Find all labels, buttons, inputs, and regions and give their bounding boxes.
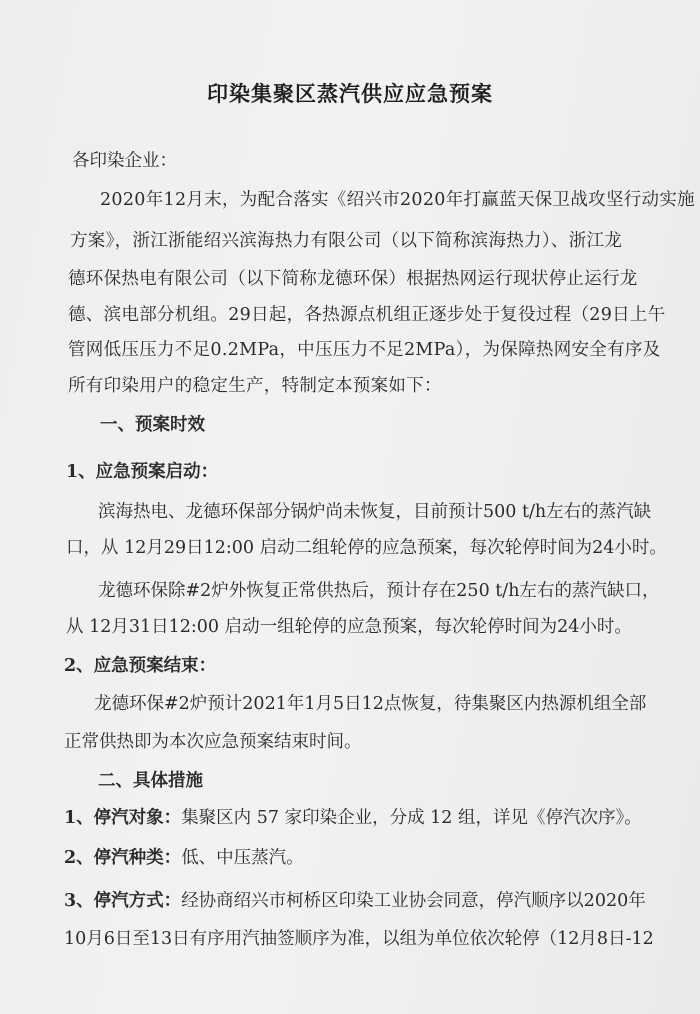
measure-1-label: 1、停汽对象： — [64, 808, 182, 828]
end-para-line-2: 正常供热即为本次应急预案结束时间。 — [64, 732, 362, 752]
measure-2-text: 低、中压蒸汽。 — [181, 848, 304, 868]
start-para-2-line-1: 龙德环保除#2炉外恢复正常供热后，预计存在250 t/h左右的蒸汽缺口， — [98, 581, 660, 601]
start-para-1-line-2: 口，从 12月29日12:00 启动二组轮停的应急预案，每次轮停时间为24小时。 — [66, 538, 667, 558]
start-para-1-line-1: 滨海热电、龙德环保部分锅炉尚未恢复，目前预计500 t/h左右的蒸汽缺 — [98, 502, 652, 522]
intro-line-2: 方案》，浙江浙能绍兴滨海热力有限公司（以下简称滨海热力）、浙江龙 — [70, 231, 623, 251]
measure-2 — [64, 847, 304, 869]
measure-2-label: 2、停汽种类： — [64, 848, 182, 868]
document-title: 印染集聚区蒸汽供应应急预案 — [207, 81, 493, 106]
salutation: 各印染企业： — [72, 151, 177, 171]
intro-line-5: 管网低压压力不足0.2MPa，中压压力不足2MPa），为保障热网安全有序及 — [68, 340, 661, 360]
measure-3-label: 3、停汽方式： — [64, 891, 182, 911]
measure-1-text: 集聚区内 57 家印染企业，分成 12 组，详见《停汽次序》。 — [181, 808, 642, 828]
measure-3 — [64, 890, 646, 912]
section-1-heading: 一、预案时效 — [100, 415, 205, 435]
section-1-item-1-label: 1、应急预案启动： — [66, 462, 219, 482]
intro-line-1: 2020年12月末，为配合落实《绍兴市2020年打赢蓝天保卫战攻坚行动实施 — [100, 190, 695, 210]
end-para-line-1: 龙德环保#2炉预计2021年1月5日12点恢复，待集聚区内热源机组全部 — [94, 694, 647, 714]
measure-1 — [64, 807, 642, 829]
measure-3-text: 经协商绍兴市柯桥区印染工业协会同意，停汽顺序以2020年 — [181, 891, 646, 911]
start-para-2-line-2: 从 12月31日12:00 启动一组轮停的应急预案，每次轮停时间为24小时。 — [66, 617, 632, 637]
section-2-heading: 二、具体措施 — [98, 771, 203, 791]
intro-line-3: 德环保热电有限公司（以下简称龙德环保）根据热网运行现状停止运行龙 — [68, 269, 638, 289]
measure-3-continued: 10月6日至13日有序用汽抽签顺序为准，以组为单位依次轮停（12月8日-12 — [64, 929, 654, 949]
intro-line-6: 所有印染用户的稳定生产，特制定本预案如下： — [68, 376, 442, 396]
intro-line-4: 德、滨电部分机组。29日起，各热源点机组正逐步处于复役过程（29日上午 — [68, 305, 666, 325]
section-1-item-2-label: 2、应急预案结束： — [64, 656, 217, 676]
